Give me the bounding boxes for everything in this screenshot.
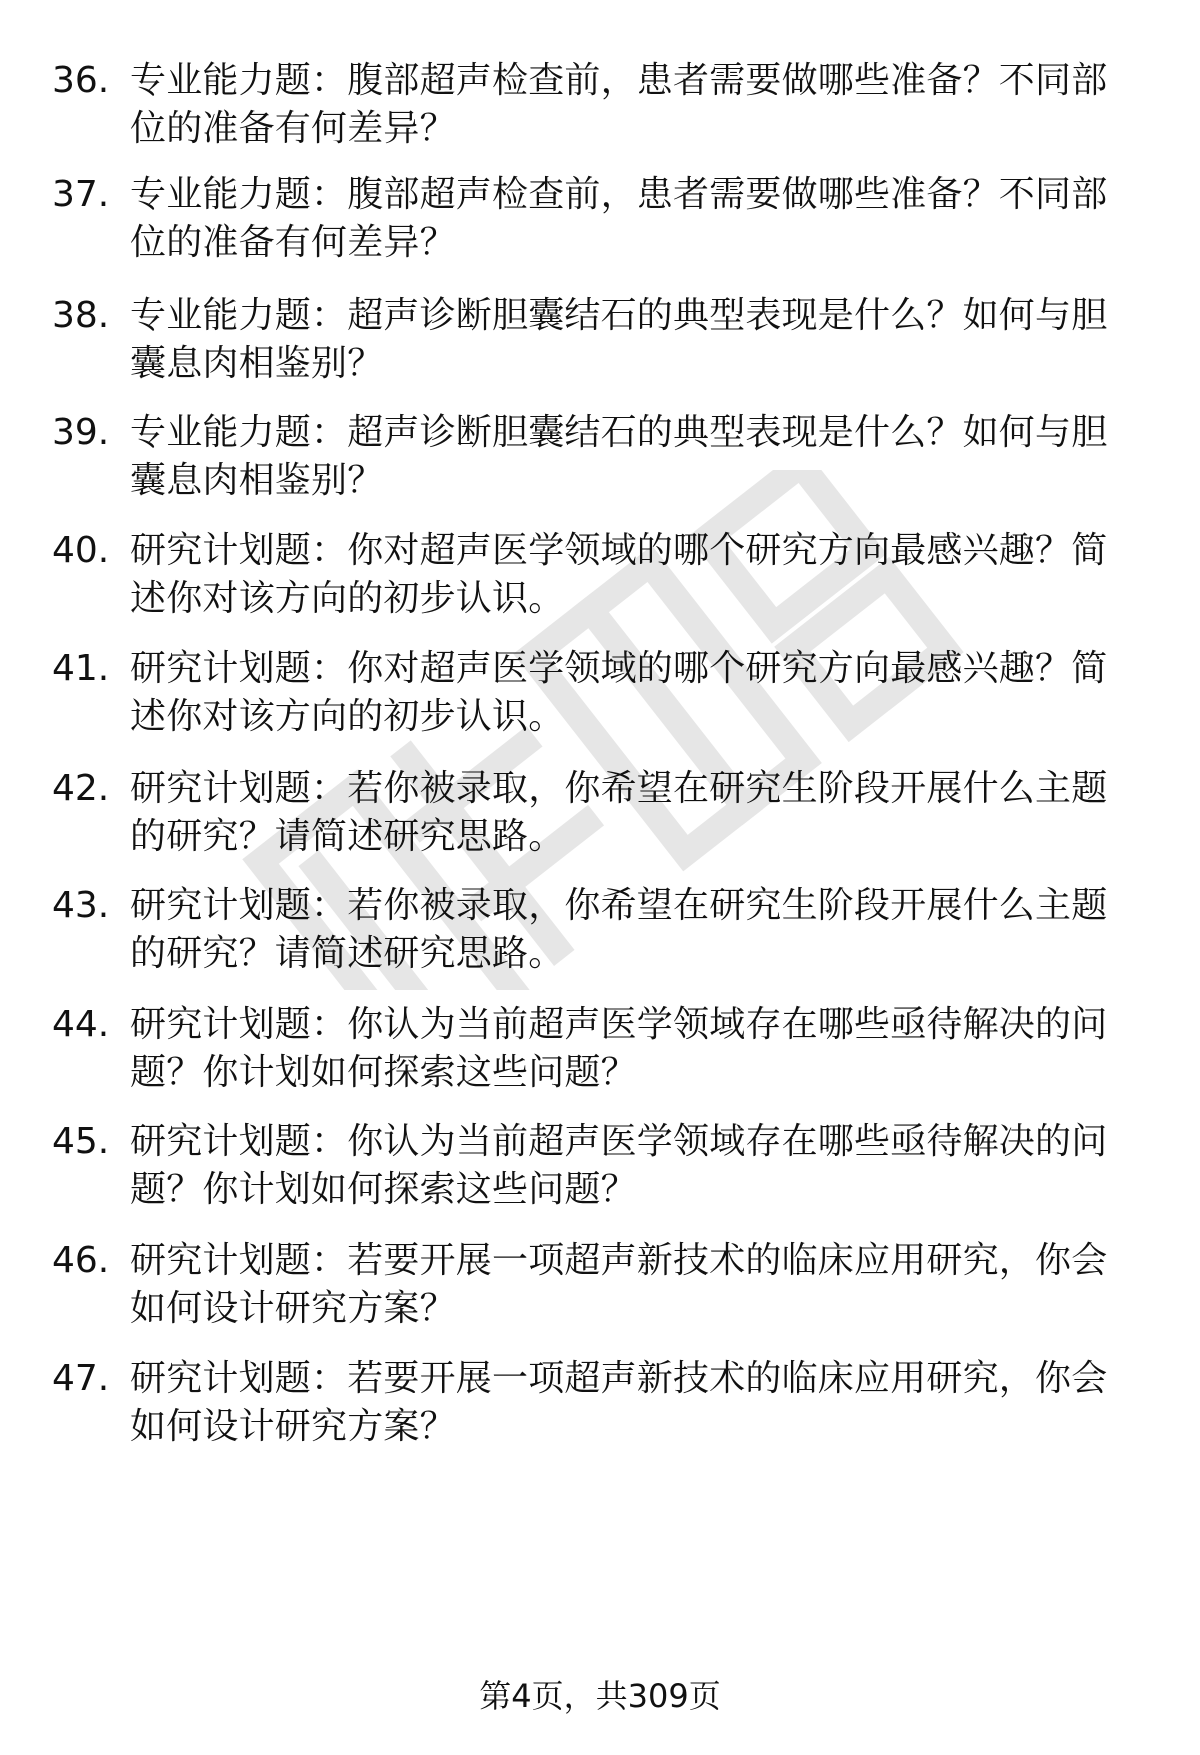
question-text: 研究计划题：若要开展一项超声新技术的临床应用研究，你会如何设计研究方案？ — [130, 1358, 1108, 1447]
question-number: 36. — [52, 60, 110, 101]
question-text: 研究计划题：你对超声医学领域的哪个研究方向最感兴趣？简述你对该方向的初步认识。 — [130, 648, 1108, 737]
question-item — [52, 1237, 1152, 1333]
question-number: 45. — [52, 1121, 110, 1162]
question-text: 专业能力题：超声诊断胆囊结石的典型表现是什么？如何与胆囊息肉相鉴别？ — [130, 295, 1108, 384]
question-number: 40. — [52, 530, 110, 571]
question-item — [52, 57, 1152, 153]
question-item — [52, 171, 1152, 267]
question-item — [52, 292, 1152, 388]
question-text: 研究计划题：若你被录取，你希望在研究生阶段开展什么主题的研究？请简述研究思路。 — [130, 885, 1108, 974]
question-item — [52, 527, 1152, 623]
question-number: 38. — [52, 295, 110, 336]
question-number: 44. — [52, 1004, 110, 1045]
question-text: 研究计划题：若要开展一项超声新技术的临床应用研究，你会如何设计研究方案？ — [130, 1240, 1108, 1329]
question-text: 研究计划题：你对超声医学领域的哪个研究方向最感兴趣？简述你对该方向的初步认识。 — [130, 530, 1108, 619]
question-number: 39. — [52, 412, 110, 453]
question-number: 47. — [52, 1358, 110, 1399]
question-item — [52, 1355, 1152, 1451]
page-footer: 第4页，共309页 — [479, 1677, 721, 1715]
question-text: 专业能力题：超声诊断胆囊结石的典型表现是什么？如何与胆囊息肉相鉴别？ — [130, 412, 1108, 501]
question-text: 研究计划题：你认为当前超声医学领域存在哪些亟待解决的问题？你计划如何探索这些问题？ — [130, 1121, 1108, 1210]
question-item — [52, 882, 1152, 978]
question-text: 专业能力题：腹部超声检查前，患者需要做哪些准备？不同部位的准备有何差异？ — [130, 174, 1108, 263]
question-number: 46. — [52, 1240, 110, 1281]
question-text: 研究计划题：你认为当前超声医学领域存在哪些亟待解决的问题？你计划如何探索这些问题？ — [130, 1004, 1108, 1093]
question-item — [52, 409, 1152, 505]
question-item — [52, 1118, 1152, 1214]
question-number: 43. — [52, 885, 110, 926]
question-text: 研究计划题：若你被录取，你希望在研究生阶段开展什么主题的研究？请简述研究思路。 — [130, 768, 1108, 857]
question-number: 42. — [52, 768, 110, 809]
question-text: 专业能力题：腹部超声检查前，患者需要做哪些准备？不同部位的准备有何差异？ — [130, 60, 1108, 149]
question-item — [52, 645, 1152, 741]
question-number: 37. — [52, 174, 110, 215]
question-number: 41. — [52, 648, 110, 689]
question-item — [52, 765, 1152, 861]
question-item — [52, 1001, 1152, 1097]
